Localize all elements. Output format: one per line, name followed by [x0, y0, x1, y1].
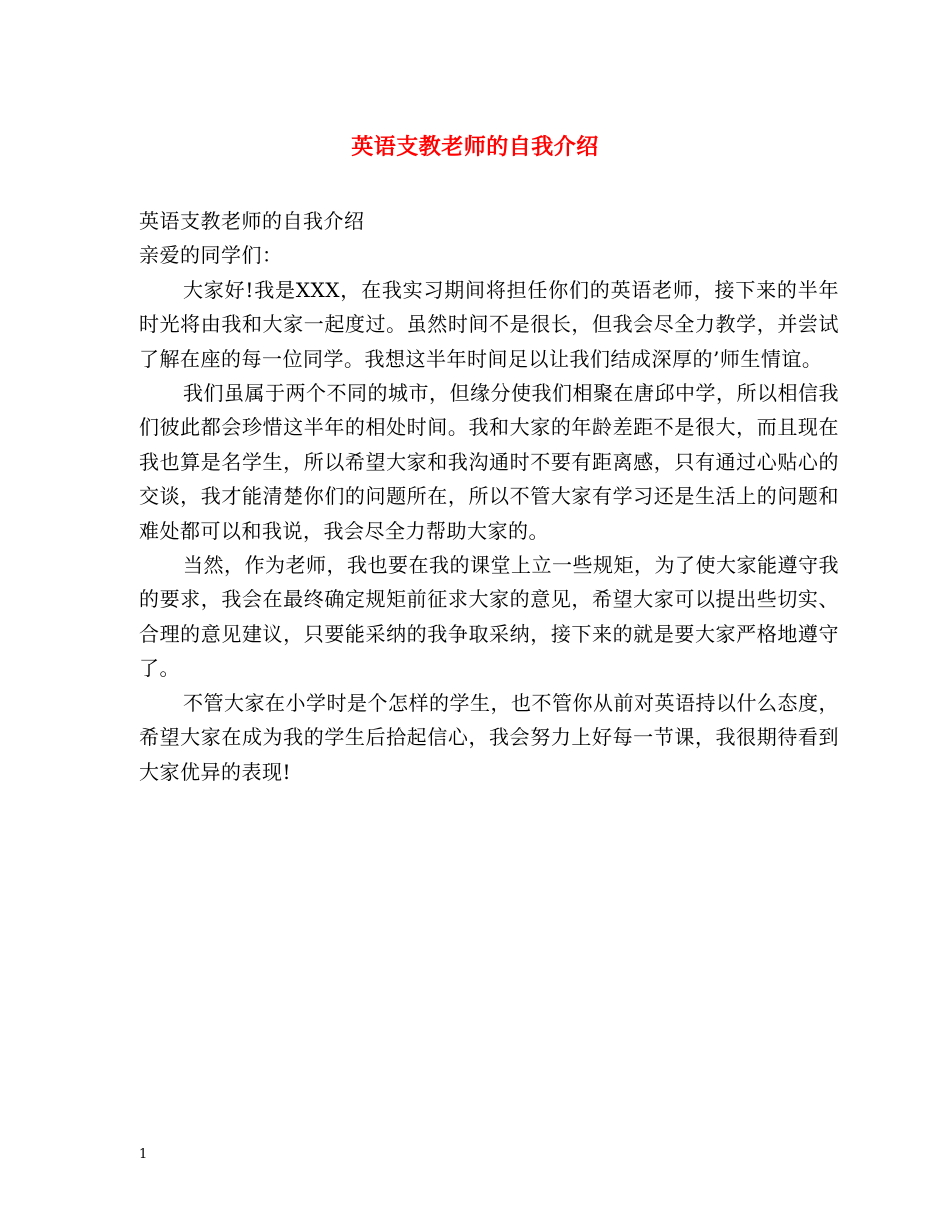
page-number: 1: [139, 1147, 148, 1162]
paragraph-3: 当然，作为老师，我也要在我的课堂上立一些规矩，为了使大家能遵守我的要求，我会在最终确定规矩前征求大家的意见，希望大家可以提出些切实、合理的意见建议，只要能采纳的我争取采纳，接下来的就是要大家严格地遵守了。: [139, 553, 839, 681]
paragraph-2: 我们虽属于两个不同的城市，但缘分使我们相聚在唐邱中学，所以相信我们彼此都会珍惜这半年的相处时间。我和大家的年龄差距不是很大，而且现在我也算是名学生，所以希望大家和我沟通时不要有距离感，只有通过心贴心的交谈，我才能清楚你们的问题所在，所以不管大家有学习还是生活上的问题和难处都可以和我说，我会尽全力帮助大家的。: [139, 381, 839, 543]
body-heading: 英语支教老师的自我介绍: [139, 209, 365, 233]
document-body: [139, 204, 839, 789]
paragraph-4: 不管大家在小学时是个怎样的学生，也不管你从前对英语持以什么态度，希望大家在成为我的学生后拾起信心，我会努力上好每一节课，我很期待看到大家优异的表现!: [139, 690, 839, 784]
greeting: 亲爱的同学们：: [139, 243, 283, 268]
paragraph-1: 大家好!我是XXX，在我实习期间将担任你们的英语老师，接下来的半年时光将由我和大家一起度过。虽然时间不是很长，但我会尽全力教学，并尝试了解在座的每一位同学。我想这半年时间足以让我们结成深厚的’师生情谊。: [139, 277, 839, 371]
document-title: 英语支教老师的自我介绍: [351, 134, 599, 160]
